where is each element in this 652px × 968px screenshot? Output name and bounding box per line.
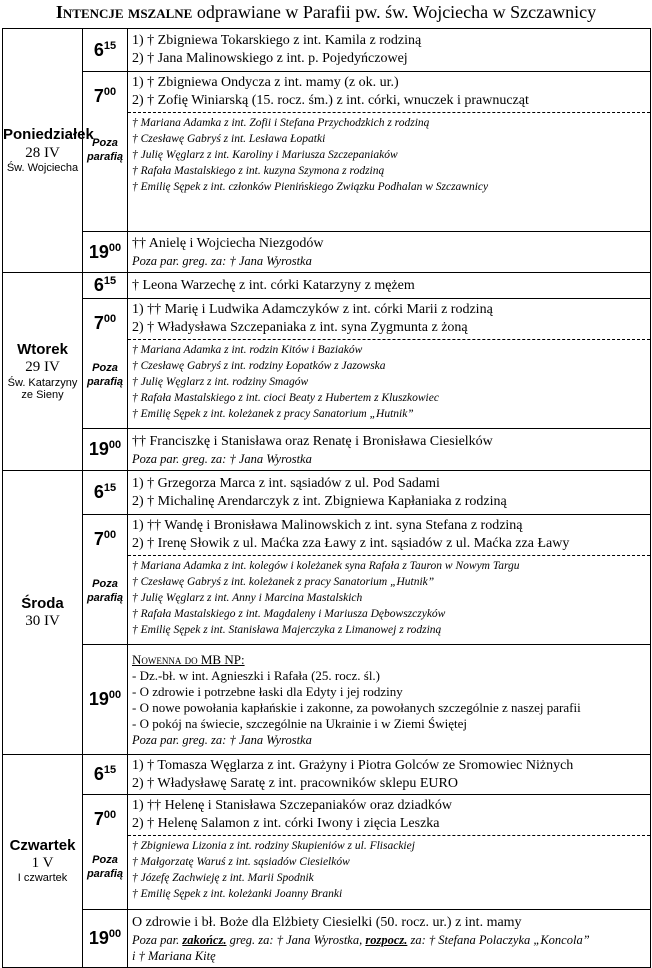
day-cell: Poniedziałek 28 IV Św. Wojciecha [3,29,83,273]
mass-time: $19^{00}$ [83,232,128,273]
mass-intentions-table [2,28,651,968]
intentions: 1) † Zbigniewa Ondycza z int. mamy (z ok. ur.) 2) † Zofię Winiarską (15. rocz. śm.) z int. córki, wnuczek i prawnucząt † Mariana Adamka z int. Zofii i Stefana Przychodzkich z rodziną † Czesławę Gabryś z int. Lesława Łopatki † Julię Węglarz z int. Karoliny i Mariusza Szczepaniaków † Rafała Mastalskiego z int. kuzyna Szymona z rodziną † Emilię Sępek z int. członków Pienińskiego Związku Podhalan w Szczawnicy [128,72,651,232]
mass-time: $7^{00}$ Poza parafią [83,299,128,429]
intentions: † Leona Warzechę z int. córki Katarzyny z mężem [128,273,651,299]
mass-time: $19^{00}$ [83,429,128,471]
intentions: Nowenna do MB NP: - Dz.-bł. w int. Agnieszki i Rafała (25. rocz. śl.) - O zdrowie i potrzebne łaski dla Edyty i jej rodziny - O nowe powołania kapłańskie i zakonne, za powołanych szczególnie z naszej parafii - O pokój na świecie, szczególnie na Ukrainie i w Ziemi Świętej Poza par. greg. za: † Jana Wyrostka [128,645,651,755]
intentions: 1) † Grzegorza Marca z int. sąsiadów z ul. Pod Sadami 2) † Michalinę Arendarczyk z int. Zbigniewa Kapłaniaka z rodziną [128,471,651,515]
intentions: †† Franciszkę i Stanisława oraz Renatę i Bronisława Ciesielków Poza par. greg. za: † Jana Wyrostka [128,429,651,471]
mass-time: $7^{00}$ Poza parafią [83,515,128,645]
intentions: O zdrowie i bł. Boże dla Elżbiety Ciesielki (50. rocz. ur.) z int. mamy Poza par. zakończ. greg. za: † Jana Wyrostka, rozpocz. za: † Stefana Polaczyka „Koncola” i † Mariana Kitę [128,910,651,968]
day-cell: Czwartek 1 V I czwartek [3,755,83,968]
mass-time: $6^{15}$ [83,29,128,72]
mass-time: $7^{00}$ Poza parafią [83,72,128,232]
intentions: 1) †† Wandę i Bronisława Malinowskich z int. syna Stefana z rodziną 2) † Irenę Słowik z ul. Maćka zza Ławy z int. sąsiadów z ul. Maćka zza Ławy † Mariana Adamka z int. kolegów i koleżanek syna Rafała z Tauron w Nowym Targu † Czesławę Gabryś z int. koleżanek z pracy Sanatorium „Hutnik” † Julię Węglarz z int. Anny i Marcina Mastalskich † Rafała Mastalskiego z int. Magdaleny i Mariusza Dębowszczyków † Emilię Sępek z int. Stanisława Majerczyka z Limanowej z rodziną [128,515,651,645]
intentions: 1) † Tomasza Węglarza z int. Grażyny i Piotra Golców ze Sromowiec Niżnych 2) † Władysławę Saratę z int. pracowników sklepu EURO [128,755,651,795]
page-title [0,0,652,28]
intentions: †† Anielę i Wojciecha Niezgodów Poza par. greg. za: † Jana Wyrostka [128,232,651,273]
mass-time: $19^{00}$ [83,910,128,968]
title-caps: Intencje mszalne [55,2,193,22]
mass-time: $7^{00}$ Poza parafią [83,795,128,910]
day-cell: Wtorek 29 IV Św. Katarzyny ze Sieny [3,273,83,471]
mass-time: $6^{15}$ [83,755,128,795]
intentions: 1) †† Helenę i Stanisława Szczepaniaków oraz dziadków 2) † Helenę Salamon z int. córki Iwony i zięcia Leszka † Zbigniewa Lizonia z int. rodziny Skupieniów z ul. Flisackiej † Małgorzatę Waruś z int. sąsiadów Ciesielków † Józefę Zachwieję z int. Marii Spodnik † Emilię Sępek z int. koleżanki Joanny Branki [128,795,651,910]
intentions: 1) † Zbigniewa Tokarskiego z int. Kamila z rodziną 2) † Jana Malinowskiego z int. p. Pojedyńczowej [128,29,651,72]
intentions: 1) †† Marię i Ludwika Adamczyków z int. córki Marii z rodziną 2) † Władysława Szczepaniaka z int. syna Zygmunta z żoną † Mariana Adamka z int. rodzin Kitów i Baziaków † Czesławę Gabryś z int. rodziny Łopatków z Jazowska † Julię Węglarz z int. rodziny Smagów † Rafała Mastalskiego z int. cioci Beaty z Hubertem z Kluszkowiec † Emilię Sępek z int. koleżanek z pracy Sanatorium „Hutnik” [128,299,651,429]
title-rest: odprawiane w Parafii pw. św. Wojciecha w Szczawnicy [192,2,597,22]
mass-time: $6^{15}$ [83,273,128,299]
mass-time: $6^{15}$ [83,471,128,515]
day-cell: Środa 30 IV [3,471,83,755]
mass-time: $19^{00}$ [83,645,128,755]
